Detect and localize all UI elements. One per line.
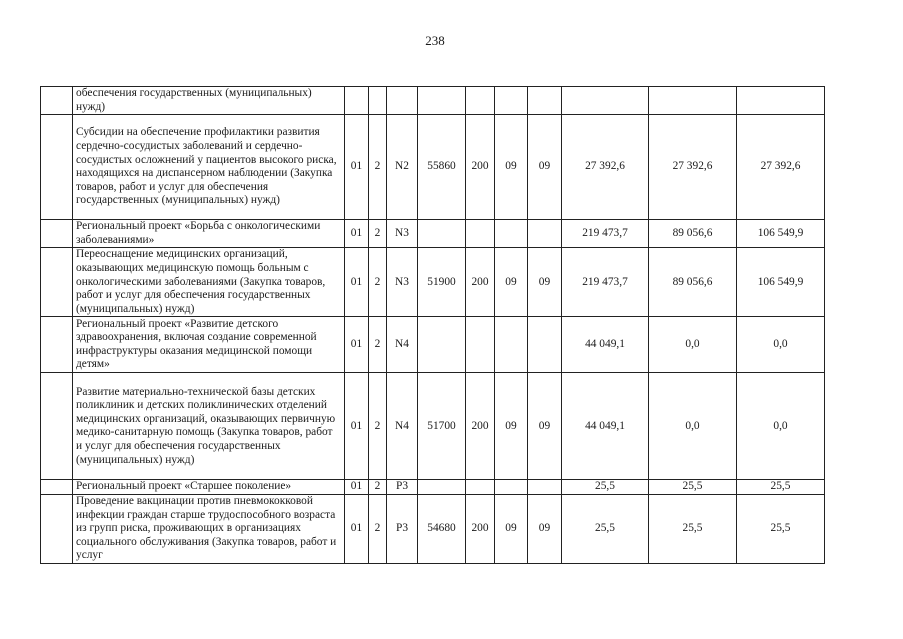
program-code-cell: 01 xyxy=(345,248,369,317)
amount-year1-cell: 44 049,1 xyxy=(562,373,649,480)
row-number-cell xyxy=(41,248,73,317)
amount-year2-cell: 0,0 xyxy=(649,317,737,373)
project-code-cell: P3 xyxy=(387,480,418,495)
item-name-cell: Региональный проект «Старшее поколение» xyxy=(73,480,345,495)
budget-table xyxy=(40,86,825,564)
amount-year3-cell: 106 549,9 xyxy=(737,248,825,317)
subsection-code-cell xyxy=(528,87,562,115)
project-code-cell: P3 xyxy=(387,494,418,563)
row-number-cell xyxy=(41,317,73,373)
direction-code-cell: 51900 xyxy=(418,248,466,317)
table-row xyxy=(41,317,825,373)
program-code-cell: 01 xyxy=(345,317,369,373)
direction-code-cell: 51700 xyxy=(418,373,466,480)
amount-year3-cell: 25,5 xyxy=(737,480,825,495)
subsection-code-cell: 09 xyxy=(528,373,562,480)
expense-type-cell: 200 xyxy=(466,115,495,220)
amount-year1-cell: 27 392,6 xyxy=(562,115,649,220)
subprogram-code-cell: 2 xyxy=(369,115,387,220)
expense-type-cell: 200 xyxy=(466,373,495,480)
expense-type-cell: 200 xyxy=(466,494,495,563)
expense-type-cell xyxy=(466,480,495,495)
item-name-cell: Региональный проект «Борьба с онкологическими заболеваниями» xyxy=(73,220,345,248)
program-code-cell: 01 xyxy=(345,494,369,563)
program-code-cell xyxy=(345,87,369,115)
project-code-cell: N3 xyxy=(387,220,418,248)
amount-year3-cell: 0,0 xyxy=(737,317,825,373)
amount-year1-cell: 44 049,1 xyxy=(562,317,649,373)
section-code-cell: 09 xyxy=(495,494,528,563)
amount-year1-cell: 219 473,7 xyxy=(562,220,649,248)
amount-year2-cell: 0,0 xyxy=(649,373,737,480)
amount-year3-cell: 25,5 xyxy=(737,494,825,563)
table-row xyxy=(41,115,825,220)
subprogram-code-cell: 2 xyxy=(369,480,387,495)
item-name-cell: Переоснащение медицинских организаций, оказывающих медицинскую помощь больным с онкологическими заболеваниями (Закупка товаров, работ и услуг для обеспечения государственных (муниципальных) нужд) xyxy=(73,248,345,317)
subsection-code-cell: 09 xyxy=(528,115,562,220)
section-code-cell xyxy=(495,317,528,373)
subprogram-code-cell xyxy=(369,87,387,115)
subprogram-code-cell: 2 xyxy=(369,220,387,248)
row-number-cell xyxy=(41,87,73,115)
expense-type-cell xyxy=(466,317,495,373)
table-row xyxy=(41,480,825,495)
amount-year1-cell: 219 473,7 xyxy=(562,248,649,317)
program-code-cell: 01 xyxy=(345,373,369,480)
section-code-cell xyxy=(495,87,528,115)
amount-year3-cell: 106 549,9 xyxy=(737,220,825,248)
page-number: 238 xyxy=(425,33,445,48)
project-code-cell: N2 xyxy=(387,115,418,220)
subprogram-code-cell: 2 xyxy=(369,373,387,480)
table-row xyxy=(41,248,825,317)
amount-year1-cell: 25,5 xyxy=(562,480,649,495)
item-name-cell: Региональный проект «Развитие детского здравоохранения, включая создание современной инфраструктуры оказания медицинской помощи детям» xyxy=(73,317,345,373)
subsection-code-cell xyxy=(528,317,562,373)
direction-code-cell xyxy=(418,220,466,248)
subprogram-code-cell: 2 xyxy=(369,248,387,317)
direction-code-cell xyxy=(418,317,466,373)
table-row xyxy=(41,220,825,248)
amount-year2-cell: 25,5 xyxy=(649,480,737,495)
amount-year3-cell: 0,0 xyxy=(737,373,825,480)
table-row xyxy=(41,87,825,115)
row-number-cell xyxy=(41,373,73,480)
project-code-cell: N3 xyxy=(387,248,418,317)
row-number-cell xyxy=(41,220,73,248)
direction-code-cell: 55860 xyxy=(418,115,466,220)
amount-year3-cell: 27 392,6 xyxy=(737,115,825,220)
amount-year2-cell: 25,5 xyxy=(649,494,737,563)
row-number-cell xyxy=(41,494,73,563)
subsection-code-cell xyxy=(528,220,562,248)
amount-year1-cell: 25,5 xyxy=(562,494,649,563)
expense-type-cell: 200 xyxy=(466,248,495,317)
item-name-cell: Субсидии на обеспечение профилактики развития сердечно-сосудистых заболеваний и сердечно-сосудистых осложнений у пациентов высокого риска, находящихся на диспансерном наблюдении (Закупка товаров, работ и услуг для обеспечения государственных (муниципальных) нужд) xyxy=(73,115,345,220)
amount-year2-cell: 89 056,6 xyxy=(649,248,737,317)
direction-code-cell: 54680 xyxy=(418,494,466,563)
section-code-cell xyxy=(495,220,528,248)
expense-type-cell xyxy=(466,87,495,115)
amount-year2-cell: 27 392,6 xyxy=(649,115,737,220)
subprogram-code-cell: 2 xyxy=(369,494,387,563)
item-name-cell: Проведение вакцинации против пневмококковой инфекции граждан старше трудоспособного возраста из групп риска, проживающих в организациях социального обслуживания (Закупка товаров, работ и услуг xyxy=(73,494,345,563)
expense-type-cell xyxy=(466,220,495,248)
table-row xyxy=(41,373,825,480)
project-code-cell xyxy=(387,87,418,115)
subsection-code-cell: 09 xyxy=(528,248,562,317)
project-code-cell: N4 xyxy=(387,373,418,480)
subsection-code-cell xyxy=(528,480,562,495)
direction-code-cell xyxy=(418,480,466,495)
section-code-cell: 09 xyxy=(495,373,528,480)
program-code-cell: 01 xyxy=(345,115,369,220)
amount-year1-cell xyxy=(562,87,649,115)
section-code-cell xyxy=(495,480,528,495)
section-code-cell: 09 xyxy=(495,248,528,317)
section-code-cell: 09 xyxy=(495,115,528,220)
amount-year2-cell xyxy=(649,87,737,115)
amount-year3-cell xyxy=(737,87,825,115)
amount-year2-cell: 89 056,6 xyxy=(649,220,737,248)
item-name-cell: обеспечения государственных (муниципальных) нужд) xyxy=(73,87,345,115)
subprogram-code-cell: 2 xyxy=(369,317,387,373)
row-number-cell xyxy=(41,115,73,220)
direction-code-cell xyxy=(418,87,466,115)
project-code-cell: N4 xyxy=(387,317,418,373)
item-name-cell: Развитие материально-технической базы детских поликлиник и детских поликлинических отделений медицинских организаций, оказывающих первичную медико-санитарную помощь (Закупка товаров, работ и услуг для обеспечения государственных (муниципальных) нужд) xyxy=(73,373,345,480)
row-number-cell xyxy=(41,480,73,495)
program-code-cell: 01 xyxy=(345,480,369,495)
subsection-code-cell: 09 xyxy=(528,494,562,563)
program-code-cell: 01 xyxy=(345,220,369,248)
table-row xyxy=(41,494,825,563)
